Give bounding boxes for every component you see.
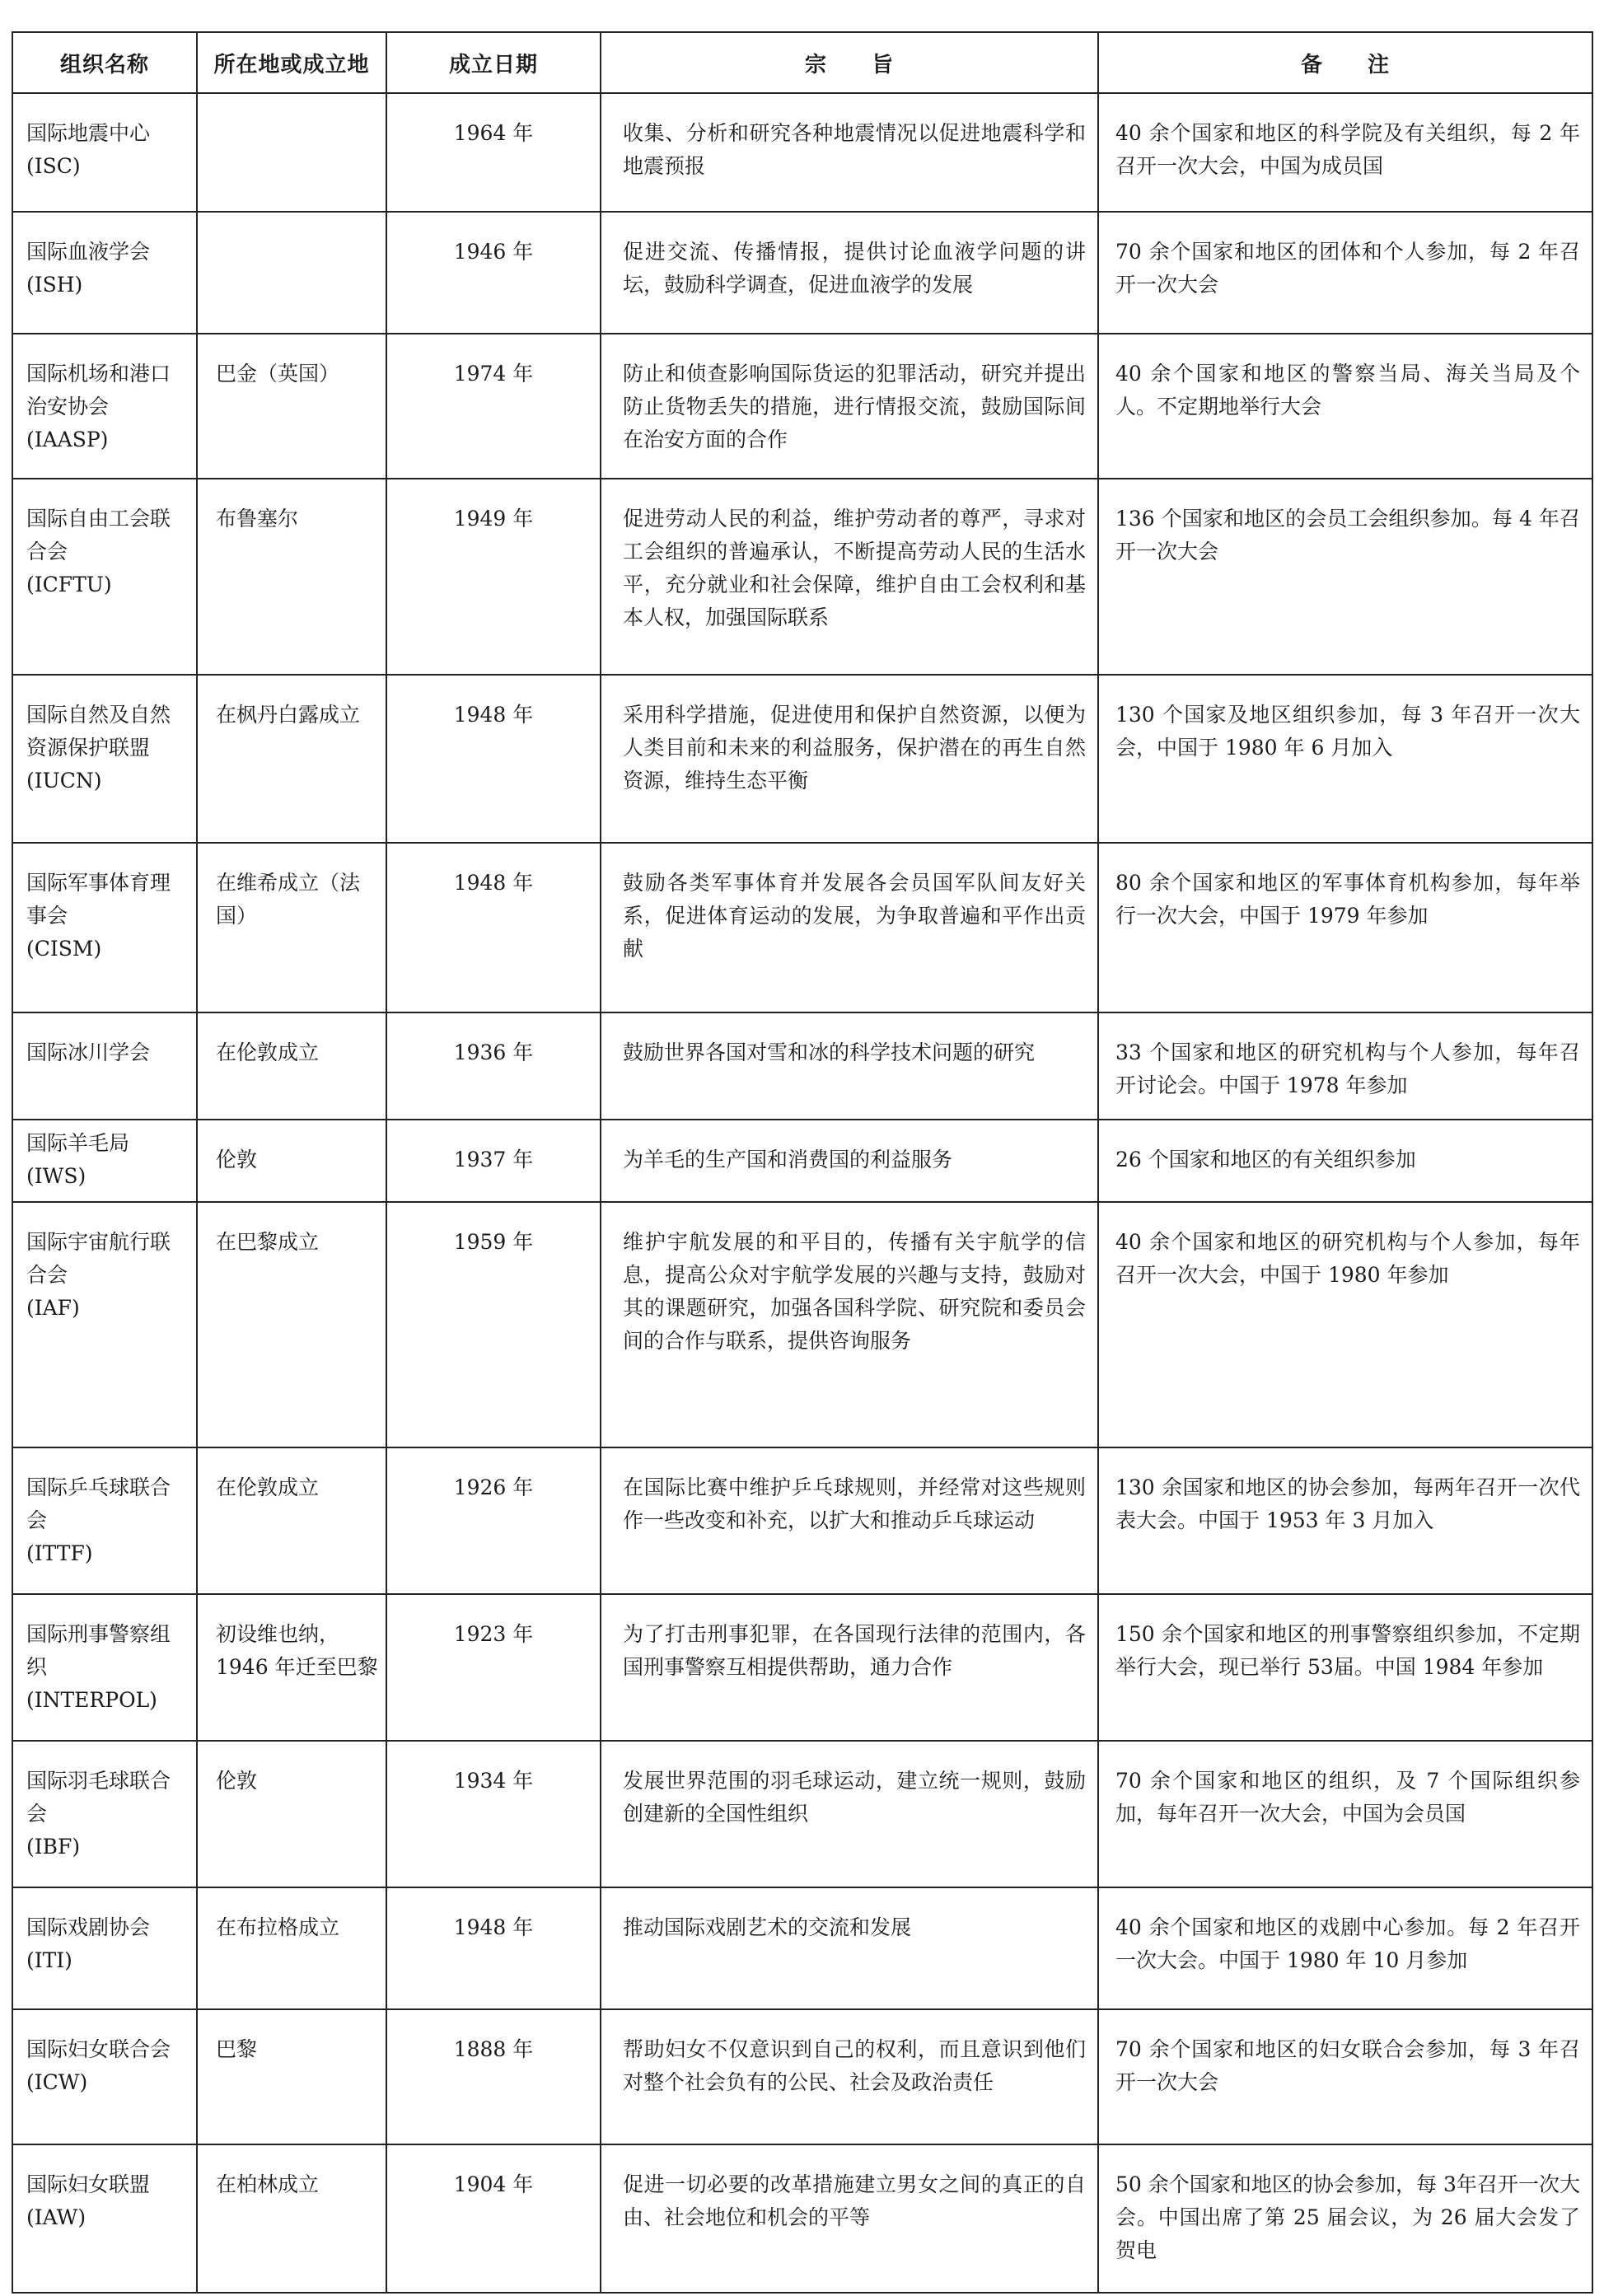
org-abbr: (ITTF) xyxy=(26,1541,93,1565)
org-purpose: 促进劳动人民的利益，维护劳动者的尊严，寻求对工会组织的普遍承认，不断提高劳动人民的生活水平，充分就业和社会保障，维护自由工会权利和基本人权，加强国际联系 xyxy=(601,479,1098,675)
org-abbr: (ITI) xyxy=(26,1948,72,1972)
table-row xyxy=(12,1887,1592,2009)
org-abbr: (CISM) xyxy=(26,937,102,961)
org-purpose: 鼓励各类军事体育并发展各会员国军队间友好关系，促进体育运动的发展，为争取普遍和平作出贡献 xyxy=(601,843,1098,1012)
org-purpose: 帮助妇女不仅意识到自己的权利，而且意识到他们对整个社会负有的公民、社会及政治责任 xyxy=(601,2009,1098,2144)
org-notes: 40 余个国家和地区的科学院及有关组织，每 2 年召开一次大会，中国为成员国 xyxy=(1098,93,1592,212)
org-name-cell xyxy=(12,1447,197,1594)
org-name-cell xyxy=(12,1012,197,1120)
table-row xyxy=(12,2144,1592,2293)
org-location: 初设维也纳，1946 年迁至巴黎 xyxy=(197,1594,386,1741)
org-name-cell xyxy=(12,479,197,675)
org-location: 伦敦 xyxy=(197,1120,386,1202)
org-purpose: 鼓励世界各国对雪和冰的科学技术问题的研究 xyxy=(601,1012,1098,1120)
org-name-cell xyxy=(12,2144,197,2293)
org-name-cell xyxy=(12,1202,197,1447)
org-founded: 1904 年 xyxy=(386,2144,601,2293)
org-abbr: (ISC) xyxy=(26,154,81,178)
org-abbr: (ISH) xyxy=(26,273,83,297)
org-notes: 80 余个国家和地区的军事体育机构参加，每年举行一次大会，中国于 1979 年参加 xyxy=(1098,843,1592,1012)
org-name: 国际刑事警察组织 xyxy=(26,1622,171,1679)
org-founded: 1948 年 xyxy=(386,843,601,1012)
org-founded: 1926 年 xyxy=(386,1447,601,1594)
org-location: 在巴黎成立 xyxy=(197,1202,386,1447)
org-founded: 1923 年 xyxy=(386,1594,601,1741)
org-founded: 1934 年 xyxy=(386,1741,601,1887)
table-row xyxy=(12,843,1592,1012)
org-location: 巴金（英国） xyxy=(197,334,386,479)
org-notes: 33 个国家和地区的研究机构与个人参加，每年召开讨论会。中国于 1978 年参加 xyxy=(1098,1012,1592,1120)
org-location: 伦敦 xyxy=(197,1741,386,1887)
table-row xyxy=(12,1120,1592,1202)
org-location: 在维希成立（法国） xyxy=(197,843,386,1012)
org-name-cell xyxy=(12,212,197,334)
org-notes: 50 余个国家和地区的协会参加，每 3年召开一次大会。中国出席了第 25 届会议，为 26 届大会发了贺电 xyxy=(1098,2144,1592,2293)
org-location: 巴黎 xyxy=(197,2009,386,2144)
org-name: 国际妇女联盟 xyxy=(26,2172,151,2196)
org-notes: 26 个国家和地区的有关组织参加 xyxy=(1098,1120,1592,1202)
org-name: 国际戏剧协会 xyxy=(26,1915,151,1939)
table-row xyxy=(12,675,1592,843)
org-name-cell xyxy=(12,334,197,479)
org-notes: 136 个国家和地区的会员工会组织参加。每 4 年召开一次大会 xyxy=(1098,479,1592,675)
org-purpose: 促进交流、传播情报，提供讨论血液学问题的讲坛，鼓励科学调查，促进血液学的发展 xyxy=(601,212,1098,334)
org-notes: 40 余个国家和地区的警察当局、海关当局及个人。不定期地举行大会 xyxy=(1098,334,1592,479)
org-purpose: 发展世界范围的羽毛球运动，建立统一规则，鼓励创建新的全国性组织 xyxy=(601,1741,1098,1887)
header-name: 组织名称 xyxy=(12,32,197,93)
org-name: 国际机场和港口治安协会 xyxy=(26,362,171,419)
org-purpose: 促进一切必要的改革措施建立男女之间的真正的自由、社会地位和机会的平等 xyxy=(601,2144,1098,2293)
org-founded: 1964 年 xyxy=(386,93,601,212)
org-founded: 1959 年 xyxy=(386,1202,601,1447)
org-location: 在伦敦成立 xyxy=(197,1012,386,1120)
org-name-cell xyxy=(12,843,197,1012)
org-name: 国际乒乓球联合会 xyxy=(26,1475,171,1532)
table-row xyxy=(12,479,1592,675)
org-founded: 1974 年 xyxy=(386,334,601,479)
org-name-cell xyxy=(12,1741,197,1887)
org-purpose: 收集、分析和研究各种地震情况以促进地震科学和地震预报 xyxy=(601,93,1098,212)
org-founded: 1936 年 xyxy=(386,1012,601,1120)
org-notes: 130 个国家及地区组织参加，每 3 年召开一次大会，中国于 1980 年 6 月加入 xyxy=(1098,675,1592,843)
table-header-row xyxy=(12,32,1592,93)
org-purpose: 采用科学措施，促进使用和保护自然资源，以便为人类目前和未来的利益服务，保护潜在的再生自然资源，维持生态平衡 xyxy=(601,675,1098,843)
org-notes: 70 余个国家和地区的妇女联合会参加，每 3 年召开一次大会 xyxy=(1098,2009,1592,2144)
org-location: 在柏林成立 xyxy=(197,2144,386,2293)
org-abbr: (IAW) xyxy=(26,2205,87,2229)
org-notes: 70 余个国家和地区的组织，及 7 个国际组织参加，每年召开一次大会，中国为会员国 xyxy=(1098,1741,1592,1887)
header-notes: 备 注 xyxy=(1098,32,1592,93)
org-purpose: 防止和侦查影响国际货运的犯罪活动，研究并提出防止货物丢失的措施，进行情报交流，鼓励国际间在治安方面的合作 xyxy=(601,334,1098,479)
org-abbr: (IBF) xyxy=(26,1835,81,1859)
org-name-cell xyxy=(12,1120,197,1202)
org-founded: 1949 年 xyxy=(386,479,601,675)
org-notes: 130 余国家和地区的协会参加，每两年召开一次代表大会。中国于 1953 年 3 月加入 xyxy=(1098,1447,1592,1594)
org-notes: 40 余个国家和地区的研究机构与个人参加，每年召开一次大会，中国于 1980 年参加 xyxy=(1098,1202,1592,1447)
org-notes: 40 余个国家和地区的戏剧中心参加。每 2 年召开一次大会。中国于 1980 年 10 月参加 xyxy=(1098,1887,1592,2009)
org-location: 在枫丹白露成立 xyxy=(197,675,386,843)
org-name-cell xyxy=(12,93,197,212)
org-name-cell xyxy=(12,1887,197,2009)
org-name: 国际地震中心 xyxy=(26,121,151,145)
table-row xyxy=(12,1012,1592,1120)
org-purpose: 维护宇航发展的和平目的，传播有关宇航学的信息，提高公众对宇航学发展的兴趣与支持，鼓励对其的课题研究，加强各国科学院、研究院和委员会间的合作与联系，提供咨询服务 xyxy=(601,1202,1098,1447)
org-purpose: 推动国际戏剧艺术的交流和发展 xyxy=(601,1887,1098,2009)
org-purpose: 为羊毛的生产国和消费国的利益服务 xyxy=(601,1120,1098,1202)
org-name-cell xyxy=(12,1594,197,1741)
table-row xyxy=(12,2009,1592,2144)
org-founded: 1946 年 xyxy=(386,212,601,334)
organizations-table xyxy=(12,31,1593,2294)
org-name: 国际羽毛球联合会 xyxy=(26,1769,171,1826)
org-founded: 1948 年 xyxy=(386,675,601,843)
org-notes: 150 余个国家和地区的刑事警察组织参加，不定期举行大会，现已举行 53届。中国 1984 年参加 xyxy=(1098,1594,1592,1741)
org-name-cell xyxy=(12,675,197,843)
table-row xyxy=(12,334,1592,479)
table-row xyxy=(12,212,1592,334)
org-name: 国际自然及自然资源保护联盟 xyxy=(26,703,171,760)
org-name: 国际血液学会 xyxy=(26,240,151,264)
org-purpose: 为了打击刑事犯罪，在各国现行法律的范围内，各国刑事警察互相提供帮助，通力合作 xyxy=(601,1594,1098,1741)
org-name-cell xyxy=(12,2009,197,2144)
table-row xyxy=(12,1741,1592,1887)
org-name: 国际军事体育理事会 xyxy=(26,871,171,928)
table-row xyxy=(12,1202,1592,1447)
table-row xyxy=(12,93,1592,212)
org-location: 在伦敦成立 xyxy=(197,1447,386,1594)
org-name: 国际宇宙航行联合会 xyxy=(26,1230,171,1287)
org-abbr: (IAASP) xyxy=(26,428,109,451)
org-location xyxy=(197,212,386,334)
org-abbr: (IWS) xyxy=(26,1164,87,1188)
org-abbr: (IAF) xyxy=(26,1296,80,1320)
org-name: 国际冰川学会 xyxy=(26,1040,151,1064)
org-founded: 1937 年 xyxy=(386,1120,601,1202)
header-purpose: 宗 旨 xyxy=(601,32,1098,93)
org-name: 国际羊毛局 xyxy=(26,1131,130,1155)
org-notes: 70 余个国家和地区的团体和个人参加，每 2 年召开一次大会 xyxy=(1098,212,1592,334)
org-location: 布鲁塞尔 xyxy=(197,479,386,675)
org-abbr: (ICW) xyxy=(26,2070,88,2094)
org-founded: 1948 年 xyxy=(386,1887,601,2009)
org-location: 在布拉格成立 xyxy=(197,1887,386,2009)
org-abbr: (IUCN) xyxy=(26,769,102,793)
org-abbr: (ICFTU) xyxy=(26,573,112,596)
org-abbr: (INTERPOL) xyxy=(26,1688,157,1712)
org-location xyxy=(197,93,386,212)
org-name: 国际妇女联合会 xyxy=(26,2037,171,2061)
header-founded: 成立日期 xyxy=(386,32,601,93)
org-name: 国际自由工会联合会 xyxy=(26,507,171,563)
header-location: 所在地或成立地 xyxy=(197,32,386,93)
org-founded: 1888 年 xyxy=(386,2009,601,2144)
org-purpose: 在国际比赛中维护乒乓球规则，并经常对这些规则作一些改变和补充，以扩大和推动乒乓球运动 xyxy=(601,1447,1098,1594)
table-row xyxy=(12,1594,1592,1741)
table-row xyxy=(12,1447,1592,1594)
